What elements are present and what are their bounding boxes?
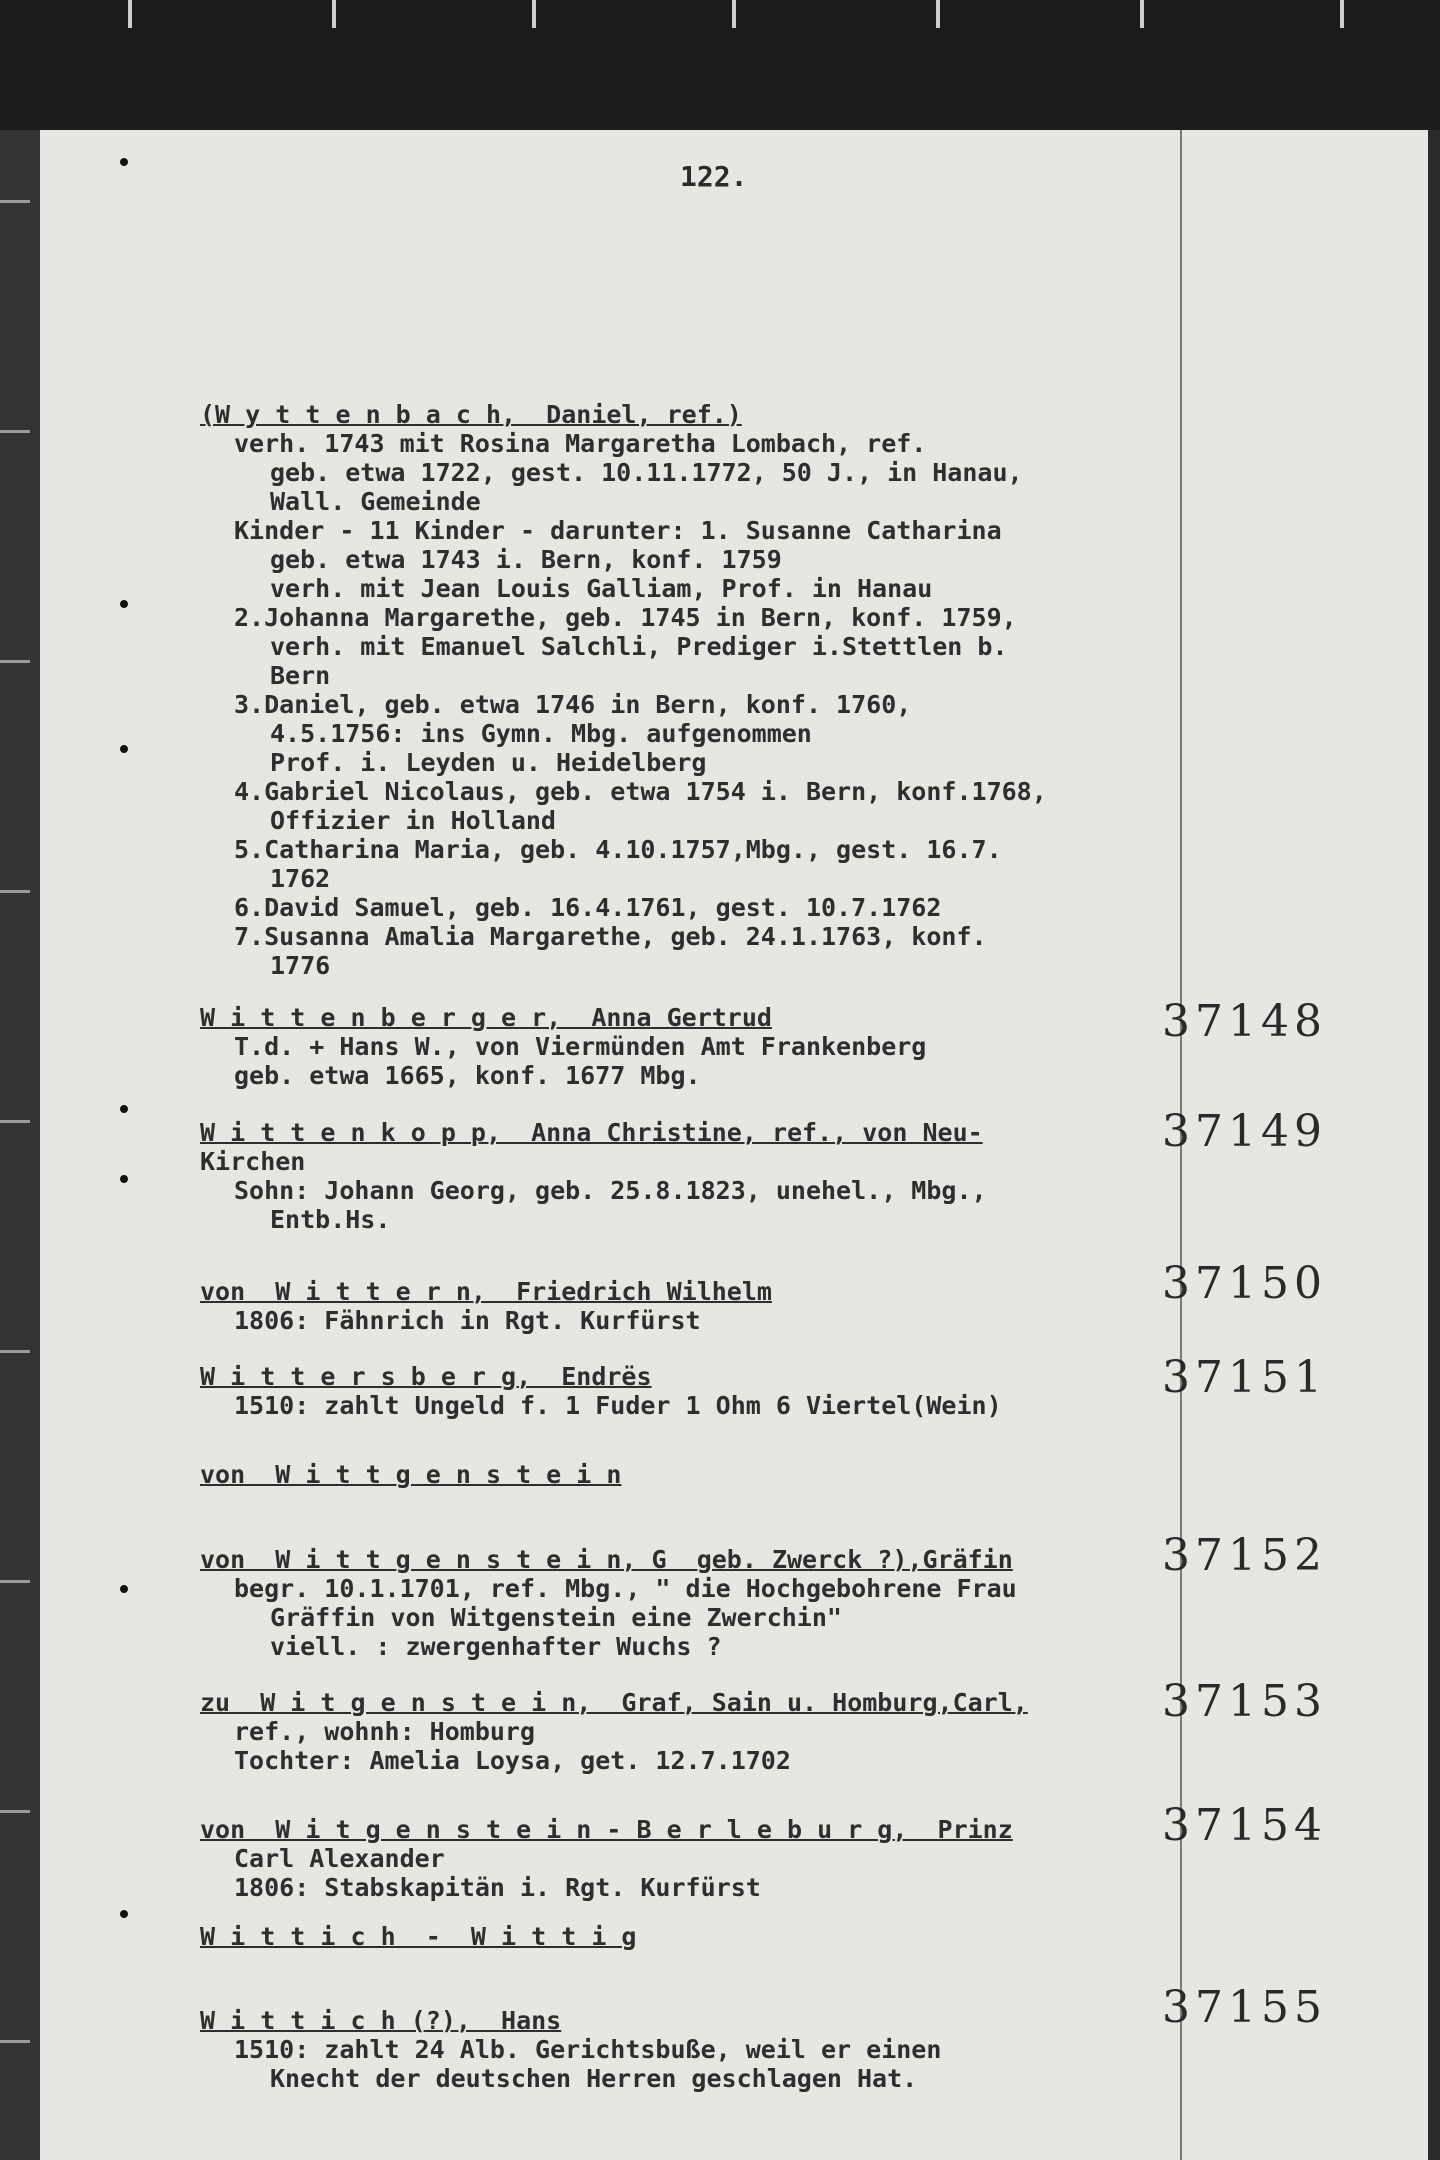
film-notch	[532, 0, 536, 28]
film-tick	[0, 1350, 30, 1353]
entry-line: T.d. + Hans W., von Viermünden Amt Frankenberg	[234, 1032, 927, 1061]
page-number: 122.	[680, 160, 748, 193]
catalog-number: 37150	[1162, 1258, 1327, 1309]
entry-line: Offizier in Holland	[270, 806, 556, 835]
entry-line: Knecht der deutschen Herren geschlagen Hat.	[270, 2064, 918, 2093]
entry-heading: W i t t i c h (?), Hans	[200, 2006, 562, 2035]
entry-line: 1806: Fähnrich in Rgt. Kurfürst	[234, 1306, 701, 1335]
film-tick	[0, 1580, 30, 1583]
entry-line: Bern	[270, 661, 331, 690]
punch-hole	[120, 158, 128, 166]
entry-line: ref., wohnh: Homburg	[234, 1717, 536, 1746]
entry-heading: zu W i t g e n s t e i n, Graf, Sain u. Homburg,Carl,	[200, 1688, 1028, 1717]
film-tick	[0, 660, 30, 663]
entry-line: 1776	[270, 951, 331, 980]
catalog-number: 37149	[1162, 1106, 1327, 1157]
entry-line: 2.Johanna Margarethe, geb. 1745 in Bern, konf. 1759,	[234, 603, 1017, 632]
entry-line: Wall. Gemeinde	[270, 487, 481, 516]
punch-hole	[120, 600, 128, 608]
catalog-number: 37153	[1162, 1676, 1327, 1727]
entry-line: viell. : zwergenhafter Wuchs ?	[270, 1632, 722, 1661]
entry-heading: von W i t t g e n s t e i n	[200, 1460, 622, 1489]
punch-hole	[120, 745, 128, 753]
entry-line: Sohn: Johann Georg, geb. 25.8.1823, unehel., Mbg.,	[234, 1176, 987, 1205]
entry-wittich-wittig-header	[200, 1922, 1160, 1951]
entry-heading: (W y t t e n b a c h, Daniel, ref.)	[200, 400, 742, 429]
entry-line: Prof. i. Leyden u. Heidelberg	[270, 748, 707, 777]
entry-heading: W i t t e n k o p p, Anna Christine, ref., von Neu-	[200, 1118, 983, 1147]
film-tick	[0, 1120, 30, 1123]
entry-line: Tochter: Amelia Loysa, get. 12.7.1702	[234, 1746, 791, 1775]
film-tick	[0, 2040, 30, 2043]
film-notch	[1140, 0, 1144, 28]
entry-von-wittgenstein-header	[200, 1460, 1160, 1489]
entry-heading: W i t t e n b e r g e r, Anna Gertrud	[200, 1003, 772, 1032]
entry-zu-witgenstein	[200, 1688, 1160, 1775]
entry-line: 4.5.1756: ins Gymn. Mbg. aufgenommen	[270, 719, 812, 748]
entry-heading: W i t t i c h - W i t t i g	[200, 1922, 637, 1951]
punch-hole	[120, 1585, 128, 1593]
catalog-number: 37154	[1162, 1800, 1327, 1851]
entry-line: verh. mit Emanuel Salchli, Prediger i.Stettlen b.	[270, 632, 1008, 661]
entry-von-wittern	[200, 1277, 1160, 1335]
entry-line: geb. etwa 1665, konf. 1677 Mbg.	[234, 1061, 701, 1090]
catalog-number: 37148	[1162, 996, 1327, 1047]
film-tick	[0, 430, 30, 433]
entry-heading: von W i t t e r n, Friedrich Wilhelm	[200, 1277, 772, 1306]
film-side-strip	[0, 130, 40, 2160]
entry-line: Kirchen	[200, 1147, 306, 1176]
catalog-number: 37155	[1162, 1982, 1327, 2033]
entry-heading: von W i t t g e n s t e i n, G geb. Zwerck ?),Gräfin	[200, 1545, 1013, 1574]
film-tick	[0, 1810, 30, 1813]
catalog-number: 37151	[1162, 1352, 1327, 1403]
film-tick	[0, 200, 30, 203]
entry-line: 3.Daniel, geb. etwa 1746 in Bern, konf. 1760,	[234, 690, 912, 719]
entry-line: Entb.Hs.	[270, 1205, 391, 1234]
film-notch	[1340, 0, 1344, 28]
punch-hole	[120, 1175, 128, 1183]
film-notch	[732, 0, 736, 28]
entry-heading: W i t t e r s b e r g, Endrës	[200, 1362, 652, 1391]
entry-line: 7.Susanna Amalia Margarethe, geb. 24.1.1763, konf.	[234, 922, 987, 951]
entry-line: begr. 10.1.1701, ref. Mbg., " die Hochgebohrene Frau	[234, 1574, 1017, 1603]
film-notch	[332, 0, 336, 28]
entry-line: verh. 1743 mit Rosina Margaretha Lombach, ref.	[234, 429, 927, 458]
entry-heading: von W i t g e n s t e i n - B e r l e b u r g, Prinz	[200, 1815, 1013, 1844]
entry-wittenberger	[200, 1003, 1160, 1090]
entry-line: 5.Catharina Maria, geb. 4.10.1757,Mbg., gest. 16.7.	[234, 835, 1002, 864]
film-edge	[0, 0, 1440, 130]
entry-wyttenbach	[200, 400, 1160, 980]
entry-line: Kinder - 11 Kinder - darunter: 1. Susanne Catharina	[234, 516, 1002, 545]
entry-line: 1510: zahlt 24 Alb. Gerichtsbuße, weil er einen	[234, 2035, 942, 2064]
entry-witgenstein-berleburg	[200, 1815, 1160, 1902]
entry-line: 1510: zahlt Ungeld f. 1 Fuder 1 Ohm 6 Viertel(Wein)	[234, 1391, 1002, 1420]
film-notch	[936, 0, 940, 28]
punch-hole	[120, 1910, 128, 1918]
entry-line: 6.David Samuel, geb. 16.4.1761, gest. 10.7.1762	[234, 893, 942, 922]
entry-line: 4.Gabriel Nicolaus, geb. etwa 1754 i. Bern, konf.1768,	[234, 777, 1047, 806]
entry-wittenkopp	[200, 1118, 1160, 1234]
film-tick	[0, 890, 30, 893]
entry-line: Carl Alexander	[234, 1844, 445, 1873]
entry-wittersberg	[200, 1362, 1160, 1420]
entry-line: Gräffin von Witgenstein eine Zwerchin"	[270, 1603, 842, 1632]
entry-von-wittgenstein	[200, 1545, 1160, 1661]
entry-line: geb. etwa 1722, gest. 10.11.1772, 50 J., in Hanau,	[270, 458, 1023, 487]
entry-line: geb. etwa 1743 i. Bern, konf. 1759	[270, 545, 782, 574]
catalog-number: 37152	[1162, 1530, 1327, 1581]
entry-line: verh. mit Jean Louis Galliam, Prof. in Hanau	[270, 574, 933, 603]
film-notch	[128, 0, 132, 28]
punch-hole	[120, 1105, 128, 1113]
entry-line: 1806: Stabskapitän i. Rgt. Kurfürst	[234, 1873, 761, 1902]
entry-wittich	[200, 2006, 1160, 2093]
entry-line: 1762	[270, 864, 331, 893]
